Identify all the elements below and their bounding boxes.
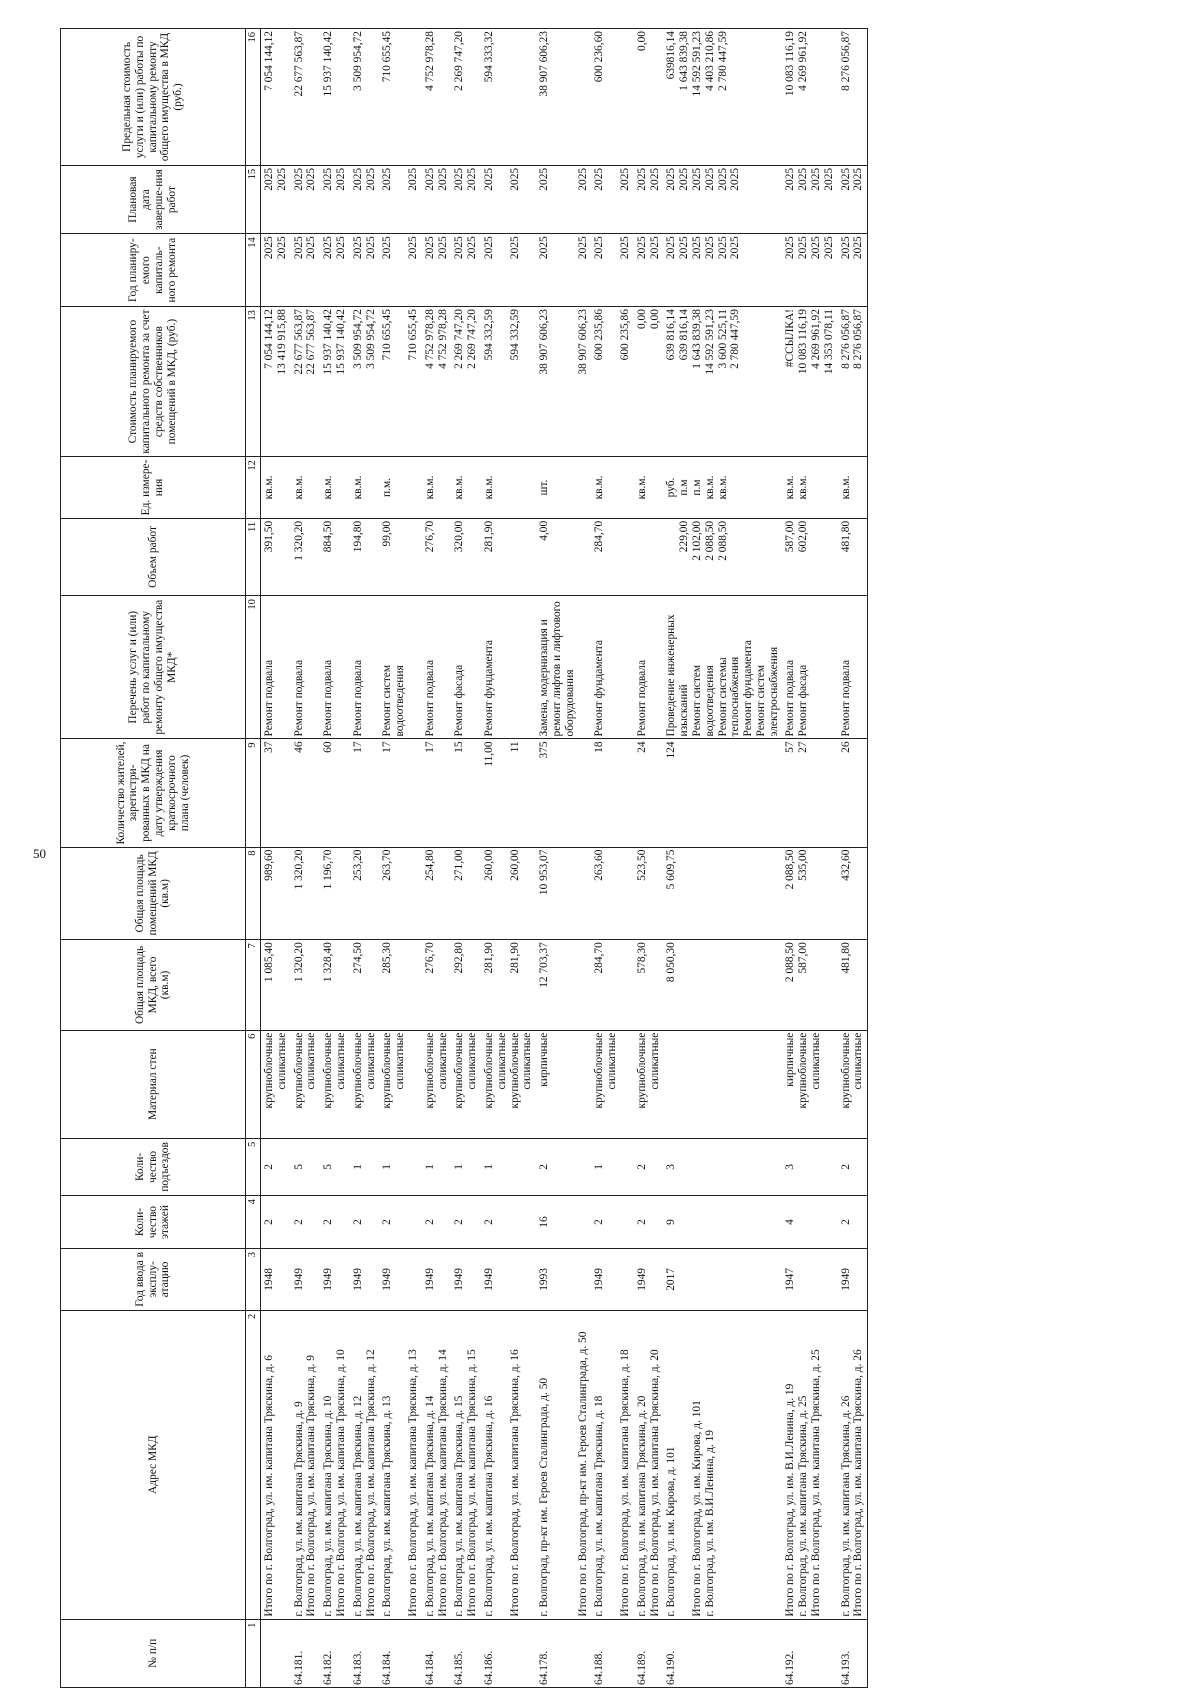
cell-col-2: г. Волгоград, ул. им. капитана Тряскина, д. 18 Итого по г. Волгоград, ул. им. капитана Тряскина, д. 18 <box>591 1310 633 1619</box>
cell-col-4: 2 <box>838 1196 868 1249</box>
cell-col-6 <box>663 1030 782 1138</box>
cell-col-13: 600 235,86 600 235,86 <box>591 307 633 457</box>
table-row <box>291 29 321 1688</box>
cell-col-14: 2025 2025 <box>379 234 421 307</box>
cell-col-13: 3 509 954,72 3 509 954,72 <box>350 307 380 457</box>
cell-col-10: Ремонт подвала <box>291 596 321 739</box>
cell-col-9: 57 27 <box>782 739 837 847</box>
cell-col-5: 2 <box>838 1138 868 1195</box>
cell-col-15: 2025 2025 <box>422 165 452 233</box>
column-number: 11 <box>246 518 261 595</box>
column-number: 8 <box>246 847 261 940</box>
cell-col-4: 2 <box>261 1196 291 1249</box>
cell-col-14: 2025 2025 <box>536 234 591 307</box>
cell-col-13: 0,00 0,00 <box>634 307 664 457</box>
cell-col-15: 2025 2025 <box>350 165 380 233</box>
cell-col-15: 2025 2025 <box>536 165 591 233</box>
cell-col-5: 3 <box>782 1138 837 1195</box>
cell-col-8: 1 320,20 <box>291 847 321 940</box>
cell-col-10: Ремонт фундамента <box>481 596 536 739</box>
cell-col-5: 3 <box>663 1138 782 1195</box>
cell-col-13: 22 677 563,87 22 677 563,87 <box>291 307 321 457</box>
table-row <box>451 29 481 1688</box>
cell-col-16: 38 907 606,23 <box>536 29 591 166</box>
cell-col-9: 60 <box>320 739 350 847</box>
cell-col-6: кирпичные <box>536 1030 591 1138</box>
header-cell: Объем работ <box>61 518 246 595</box>
cell-col-1: 64.185. <box>451 1619 481 1687</box>
table-row <box>261 29 291 1688</box>
cell-col-7: 276,70 <box>422 940 452 1030</box>
cell-col-15: 2025 2025 <box>634 165 664 233</box>
cell-col-2: г. Волгоград, ул. им. капитана Тряскина, д. 12 Итого по г. Волгоград, ул. им. капитана Тряскина, д. 12 <box>350 1310 380 1619</box>
cell-col-14: 2025 2025 <box>291 234 321 307</box>
cell-col-16: 2 269 747,20 <box>451 29 481 166</box>
header-cell: Год планиру-емого капиталь-ного ремонта <box>61 234 246 307</box>
cell-col-5: 2 <box>261 1138 291 1195</box>
table-row <box>663 29 782 1688</box>
cell-col-12: кв.м. <box>838 457 868 519</box>
cell-col-4: 9 <box>663 1196 782 1249</box>
cell-col-1: 64.183. <box>350 1619 380 1687</box>
cell-col-10: Ремонт подвала Ремонт фасада <box>782 596 837 739</box>
cell-col-12: кв.м. <box>422 457 452 519</box>
header-row <box>61 29 246 1688</box>
cell-col-11: 884,50 <box>320 518 350 595</box>
cell-col-15: 2025 2025 <box>261 165 291 233</box>
cell-col-4: 2 <box>350 1196 380 1249</box>
cell-col-9: 17 <box>379 739 421 847</box>
cell-col-7: 284,70 <box>591 940 633 1030</box>
cell-col-10: Ремонт подвала <box>422 596 452 739</box>
cell-col-8: 5 609,75 <box>663 847 782 940</box>
header-cell: Материал стен <box>61 1030 246 1138</box>
header-cell: Перечень услуг и (или) работ по капитальному ремонту общего имущества МКД* <box>61 596 246 739</box>
cell-col-5: 1 <box>379 1138 421 1195</box>
cell-col-1: 64.188. <box>591 1619 633 1687</box>
cell-col-1: 64.190. <box>663 1619 782 1687</box>
cell-col-8: 263,60 <box>591 847 633 940</box>
header-cell: Количество жителей, зарегистри-рованных в МКД на дату утверждения краткосрочного плана (человек) <box>61 739 246 847</box>
repair-plan-table <box>60 28 868 1688</box>
cell-col-12: кв.м. <box>261 457 291 519</box>
table-body <box>261 29 868 1688</box>
cell-col-5: 2 <box>536 1138 591 1195</box>
cell-col-5: 1 <box>591 1138 633 1195</box>
cell-col-16: 7 054 144,12 <box>261 29 291 166</box>
cell-col-11: 276,70 <box>422 518 452 595</box>
cell-col-14: 2025 2025 <box>451 234 481 307</box>
cell-col-1: 64.184. <box>422 1619 452 1687</box>
cell-col-7: 578,30 <box>634 940 664 1030</box>
cell-col-2: г. Волгоград, ул. им. капитана Тряскина, д. 16 Итого по г. Волгоград, ул. им. капитана Тряскина, д. 16 <box>481 1310 536 1619</box>
cell-col-1: 64.182. <box>320 1619 350 1687</box>
cell-col-2: г. Волгоград, ул. им. капитана Тряскина, д. 14 Итого по г. Волгоград, ул. им. капитана Тряскина, д. 14 <box>422 1310 452 1619</box>
cell-col-16: 22 677 563,87 <box>291 29 321 166</box>
cell-col-12: кв.м. <box>451 457 481 519</box>
rotated-table-area <box>60 28 1192 1688</box>
cell-col-11: 281,90 <box>481 518 536 595</box>
cell-col-12: шт. <box>536 457 591 519</box>
cell-col-15: 2025 2025 2025 2025 <box>782 165 837 233</box>
header-cell: Общая площадь МКД, всего (кв.м) <box>61 940 246 1030</box>
header-cell: Год ввода в эксплу-атацию <box>61 1249 246 1311</box>
column-number: 10 <box>246 596 261 739</box>
cell-col-11: 481,80 <box>838 518 868 595</box>
cell-col-10: Ремонт фундамента <box>591 596 633 739</box>
cell-col-4: 2 <box>591 1196 633 1249</box>
header-cell: № п/п <box>61 1619 246 1687</box>
cell-col-14: 2025 2025 <box>634 234 664 307</box>
cell-col-4: 16 <box>536 1196 591 1249</box>
cell-col-12: кв.м. кв.м. <box>782 457 837 519</box>
column-number: 12 <box>246 457 261 519</box>
cell-col-12: кв.м. <box>291 457 321 519</box>
cell-col-8: 432,60 <box>838 847 868 940</box>
cell-col-8: 263,70 <box>379 847 421 940</box>
cell-col-3: 2017 <box>663 1249 782 1311</box>
cell-col-14: 2025 2025 <box>261 234 291 307</box>
cell-col-11: 391,50 <box>261 518 291 595</box>
cell-col-6: крупноблочные силикатные <box>379 1030 421 1138</box>
cell-col-5: 1 <box>422 1138 452 1195</box>
header-cell: Плановая дата заверше-ния работ <box>61 165 246 233</box>
cell-col-2: Итого по г. Волгоград, ул. им. капитана Тряскина, д. 6 <box>261 1310 291 1619</box>
cell-col-16: 0,00 <box>634 29 664 166</box>
cell-col-7: 281,90 281,90 <box>481 940 536 1030</box>
cell-col-3: 1949 <box>481 1249 536 1311</box>
cell-col-16: 15 937 140,42 <box>320 29 350 166</box>
cell-col-8: 260,00 260,00 <box>481 847 536 940</box>
cell-col-11 <box>634 518 664 595</box>
cell-col-12: кв.м. <box>481 457 536 519</box>
cell-col-13: 639 816,14 639 816,14 1 643 839,38 14 592 591,23 3 600 525,11 2 780 447,59 <box>663 307 782 457</box>
cell-col-5: 1 <box>350 1138 380 1195</box>
cell-col-6: крупноблочные силикатные <box>422 1030 452 1138</box>
cell-col-15: 2025 2025 <box>451 165 481 233</box>
cell-col-6: крупноблочные силикатные крупноблочные силикатные <box>481 1030 536 1138</box>
cell-col-16: 8 276 056,87 <box>838 29 868 166</box>
header-cell: Стоимость планируемого капитального ремонта за счет средств собственников помещений в МКД, (руб.) <box>61 307 246 457</box>
cell-col-8: 989,60 <box>261 847 291 940</box>
cell-col-12: кв.м. <box>320 457 350 519</box>
cell-col-1: 64.189. <box>634 1619 664 1687</box>
cell-col-11: 229,00 2 102,00 2 088,50 2 088,50 <box>663 518 782 595</box>
header-cell: Предельная стоимость услуги и (или) работы по капитальному ремонту общего имущества в МКД (руб.) <box>61 29 246 166</box>
cell-col-10: Проведение инженерных изысканий Ремонт систем водоотведения Ремонт системы теплоснабжения Ремонт фундамента Ремонт систем электроснабжения <box>663 596 782 739</box>
cell-col-3: 1948 <box>261 1249 291 1311</box>
table-row <box>350 29 380 1688</box>
table-row <box>320 29 350 1688</box>
cell-col-14: 2025 2025 <box>320 234 350 307</box>
cell-col-16: 4 752 978,28 <box>422 29 452 166</box>
cell-col-3: 1949 <box>379 1249 421 1311</box>
cell-col-14: 2025 2025 <box>838 234 868 307</box>
cell-col-12: кв.м. <box>350 457 380 519</box>
cell-col-7: 1 328,40 <box>320 940 350 1030</box>
cell-col-5: 1 <box>451 1138 481 1195</box>
cell-col-14: 2025 2025 <box>481 234 536 307</box>
cell-col-8: 523,50 <box>634 847 664 940</box>
cell-col-10: Замена, модернизация и ремонт лифтов и лифтового оборудования <box>536 596 591 739</box>
cell-col-13: 15 937 140,42 15 937 140,42 <box>320 307 350 457</box>
cell-col-7: 12 703,37 <box>536 940 591 1030</box>
cell-col-16: 639816,14 1 643 839,38 14 592 591,23 4 403 210,86 2 780 447,59 <box>663 29 782 166</box>
header-cell: Коли-чество подъездов <box>61 1138 246 1195</box>
cell-col-3: 1949 <box>320 1249 350 1311</box>
cell-col-2: г. Волгоград, ул. им. капитана Тряскина, д. 20 Итого по г. Волгоград, ул. им. капитана Тряскина, д. 20 <box>634 1310 664 1619</box>
cell-col-4: 2 <box>451 1196 481 1249</box>
cell-col-1: 64.192. <box>782 1619 837 1687</box>
cell-col-5: 5 <box>320 1138 350 1195</box>
header-cell: Адрес МКД <box>61 1310 246 1619</box>
page-number: 50 <box>33 846 46 861</box>
cell-col-15: 2025 2025 2025 2025 2025 2025 <box>663 165 782 233</box>
table-row <box>782 29 837 1688</box>
cell-col-4: 4 <box>782 1196 837 1249</box>
cell-col-8: 2 088,50 535,00 <box>782 847 837 940</box>
cell-col-3: 1949 <box>838 1249 868 1311</box>
cell-col-13: 2 269 747,20 2 269 747,20 <box>451 307 481 457</box>
cell-col-16: 594 333,32 <box>481 29 536 166</box>
cell-col-14: 2025 2025 <box>591 234 633 307</box>
cell-col-16: 3 509 954,72 <box>350 29 380 166</box>
cell-col-5: 1 <box>481 1138 536 1195</box>
table-row <box>379 29 421 1688</box>
cell-col-9: 11,00 11 <box>481 739 536 847</box>
cell-col-3: 1949 <box>634 1249 664 1311</box>
table-row <box>634 29 664 1688</box>
column-number: 4 <box>246 1196 261 1249</box>
cell-col-7: 285,30 <box>379 940 421 1030</box>
cell-col-4: 2 <box>422 1196 452 1249</box>
cell-col-13: 4 752 978,28 4 752 978,28 <box>422 307 452 457</box>
cell-col-2: г. Волгоград, ул. им. капитана Тряскина, д. 15 Итого по г. Волгоград, ул. им. капитана Тряскина, д. 15 <box>451 1310 481 1619</box>
cell-col-11: 1 320,20 <box>291 518 321 595</box>
cell-col-2: г. Волгоград, ул. им. капитана Тряскина, д. 26 Итого по г. Волгоград, ул. им. капитана Тряскина, д. 26 <box>838 1310 868 1619</box>
cell-col-13: 38 907 606,23 38 907 606,23 <box>536 307 591 457</box>
cell-col-16: 10 083 116,19 4 269 961,92 <box>782 29 837 166</box>
cell-col-9: 124 <box>663 739 782 847</box>
cell-col-9: 18 <box>591 739 633 847</box>
cell-col-3: 1993 <box>536 1249 591 1311</box>
column-number: 14 <box>246 234 261 307</box>
cell-col-2: Итого по г. Волгоград, ул. им. В.И.Ленина, д. 19 г. Волгоград, ул. им. капитана Тряскина, д. 25 Итого по г. Волгоград, ул. им. капитана Тряскина, д. 25 <box>782 1310 837 1619</box>
cell-col-7: 1 085,40 <box>261 940 291 1030</box>
cell-col-9: 17 <box>350 739 380 847</box>
cell-col-7: 2 088,50 587,00 <box>782 940 837 1030</box>
table-row <box>536 29 591 1688</box>
cell-col-13: #ССЫЛКА! 10 083 116,19 4 269 961,92 14 353 078,11 <box>782 307 837 457</box>
cell-col-2: г. Волгоград, ул. им. капитана Тряскина, д. 10 Итого по г. Волгоград, ул. им. капитана Тряскина, д. 10 <box>320 1310 350 1619</box>
cell-col-15: 2025 2025 <box>291 165 321 233</box>
cell-col-4: 2 <box>634 1196 664 1249</box>
cell-col-1: 64.181. <box>291 1619 321 1687</box>
cell-col-3: 1947 <box>782 1249 837 1311</box>
cell-col-9: 375 <box>536 739 591 847</box>
column-number: 3 <box>246 1249 261 1311</box>
cell-col-1: 64.184. <box>379 1619 421 1687</box>
cell-col-15: 2025 2025 <box>320 165 350 233</box>
cell-col-13: 710 655,45 710 655,45 <box>379 307 421 457</box>
cell-col-10: Ремонт систем водоотведения <box>379 596 421 739</box>
cell-col-11: 99,00 <box>379 518 421 595</box>
cell-col-1: 64.186. <box>481 1619 536 1687</box>
cell-col-14: 2025 2025 2025 2025 2025 2025 <box>663 234 782 307</box>
cell-col-8: 10 953,07 <box>536 847 591 940</box>
cell-col-7: 481,80 <box>838 940 868 1030</box>
cell-col-9: 37 <box>261 739 291 847</box>
cell-col-10: Ремонт подвала <box>838 596 868 739</box>
cell-col-6: кирпичные крупноблочные силикатные <box>782 1030 837 1138</box>
cell-col-8: 271,00 <box>451 847 481 940</box>
cell-col-10: Ремонт подвала <box>634 596 664 739</box>
cell-col-4: 2 <box>320 1196 350 1249</box>
cell-col-3: 1949 <box>350 1249 380 1311</box>
cell-col-12: кв.м. <box>634 457 664 519</box>
cell-col-6: крупноблочные силикатные <box>451 1030 481 1138</box>
cell-col-11: 194,80 <box>350 518 380 595</box>
cell-col-3: 1949 <box>591 1249 633 1311</box>
cell-col-2: г. Волгоград, ул. им. Кирова, д. 101 Итого по г. Волгоград, ул. им. Кирова, д. 101 г. Волгоград, ул. им. В.И.Ленина, д. 19 <box>663 1310 782 1619</box>
cell-col-6: крупноблочные силикатные <box>350 1030 380 1138</box>
cell-col-7: 8 050,30 <box>663 940 782 1030</box>
cell-col-11: 587,00 602,00 <box>782 518 837 595</box>
column-number: 16 <box>246 29 261 166</box>
cell-col-12: кв.м. <box>591 457 633 519</box>
cell-col-9: 26 <box>838 739 868 847</box>
cell-col-7: 292,80 <box>451 940 481 1030</box>
column-number: 2 <box>246 1310 261 1619</box>
cell-col-11: 284,70 <box>591 518 633 595</box>
cell-col-1: 64.178. <box>536 1619 591 1687</box>
table-row <box>422 29 452 1688</box>
cell-col-7: 274,50 <box>350 940 380 1030</box>
column-number: 15 <box>246 165 261 233</box>
cell-col-11: 320,00 <box>451 518 481 595</box>
column-number-row <box>246 29 261 1688</box>
cell-col-14: 2025 2025 <box>350 234 380 307</box>
table-row <box>838 29 868 1688</box>
cell-col-15: 2025 2025 <box>591 165 633 233</box>
cell-col-6: крупноблочные силикатные <box>838 1030 868 1138</box>
column-number: 6 <box>246 1030 261 1138</box>
cell-col-2: г. Волгоград, ул. им. капитана Тряскина, д. 13 Итого по г. Волгоград, ул. им. капитана Тряскина, д. 13 <box>379 1310 421 1619</box>
cell-col-13: 7 054 144,12 13 419 915,88 <box>261 307 291 457</box>
cell-col-1: 64.193. <box>838 1619 868 1687</box>
cell-col-8: 1 196,70 <box>320 847 350 940</box>
cell-col-4: 2 <box>481 1196 536 1249</box>
cell-col-3: 1949 <box>291 1249 321 1311</box>
cell-col-6: крупноблочные силикатные <box>261 1030 291 1138</box>
cell-col-6: крупноблочные силикатные <box>591 1030 633 1138</box>
cell-col-13: 594 332,59 594 332,59 <box>481 307 536 457</box>
cell-col-10: Ремонт фасада <box>451 596 481 739</box>
cell-col-8: 254,80 <box>422 847 452 940</box>
cell-col-14: 2025 2025 <box>422 234 452 307</box>
cell-col-16: 600 236,60 <box>591 29 633 166</box>
cell-col-6: крупноблочные силикатные <box>634 1030 664 1138</box>
cell-col-5: 2 <box>634 1138 664 1195</box>
cell-col-13: 8 276 056,87 8 276 056,87 <box>838 307 868 457</box>
cell-col-3: 1949 <box>451 1249 481 1311</box>
header-cell: Общая площадь помещений МКД (кв.м) <box>61 847 246 940</box>
header-cell: Ед. измере-ния <box>61 457 246 519</box>
cell-col-12: руб. п.м п.м кв.м. кв.м. <box>663 457 782 519</box>
cell-col-9: 15 <box>451 739 481 847</box>
header-cell: Коли-чество этажей <box>61 1196 246 1249</box>
cell-col-10: Ремонт подвала <box>320 596 350 739</box>
cell-col-2: г. Волгоград, пр-кт им. Героев Сталинграда, д. 50 Итого по г. Волгоград, пр-кт им. Героев Сталинграда, д. 50 <box>536 1310 591 1619</box>
cell-col-11: 4,00 <box>536 518 591 595</box>
cell-col-6: крупноблочные силикатные <box>320 1030 350 1138</box>
cell-col-1 <box>261 1619 291 1687</box>
table-row <box>591 29 633 1688</box>
table-row <box>481 29 536 1688</box>
column-number: 5 <box>246 1138 261 1195</box>
cell-col-4: 2 <box>291 1196 321 1249</box>
column-number: 13 <box>246 307 261 457</box>
column-number: 1 <box>246 1619 261 1687</box>
cell-col-4: 2 <box>379 1196 421 1249</box>
cell-col-8: 253,20 <box>350 847 380 940</box>
cell-col-2: г. Волгоград, ул. им. капитана Тряскина, д. 9 Итого по г. Волгоград, ул. им. капитана Тряскина, д. 9 <box>291 1310 321 1619</box>
cell-col-3: 1949 <box>422 1249 452 1311</box>
column-number: 9 <box>246 739 261 847</box>
cell-col-16: 710 655,45 <box>379 29 421 166</box>
cell-col-9: 46 <box>291 739 321 847</box>
cell-col-6: крупноблочные силикатные <box>291 1030 321 1138</box>
cell-col-7: 1 320,20 <box>291 940 321 1030</box>
cell-col-15: 2025 2025 <box>481 165 536 233</box>
cell-col-9: 17 <box>422 739 452 847</box>
cell-col-5: 5 <box>291 1138 321 1195</box>
cell-col-15: 2025 2025 <box>379 165 421 233</box>
cell-col-10: Ремонт подвала <box>261 596 291 739</box>
column-number: 7 <box>246 940 261 1030</box>
cell-col-14: 2025 2025 2025 2025 <box>782 234 837 307</box>
cell-col-15: 2025 2025 <box>838 165 868 233</box>
cell-col-9: 24 <box>634 739 664 847</box>
cell-col-12: п.м. <box>379 457 421 519</box>
cell-col-10: Ремонт подвала <box>350 596 380 739</box>
